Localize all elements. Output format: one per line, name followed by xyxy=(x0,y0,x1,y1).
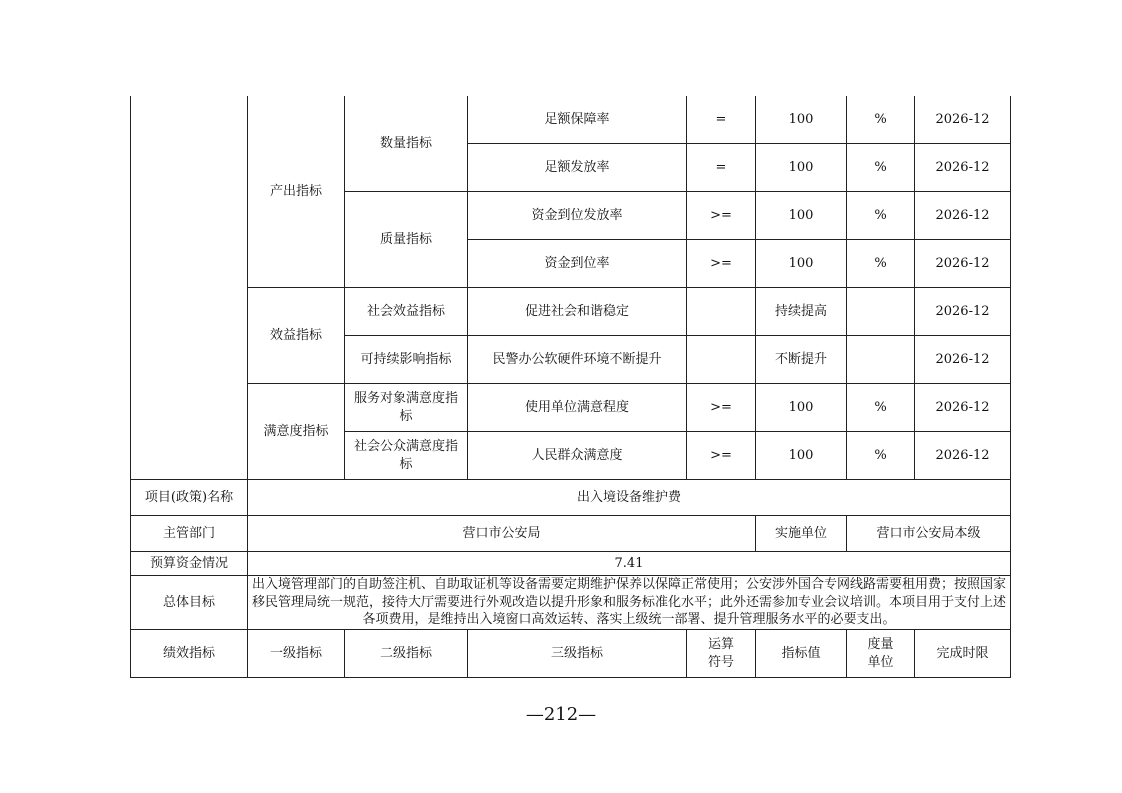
satisfaction-indicator-cell: 满意度指标 xyxy=(248,384,345,480)
level3-cell: 人民群众满意度 xyxy=(468,432,687,480)
indicator-row xyxy=(131,384,1011,432)
unit-cell: % xyxy=(847,144,915,192)
budget-label: 预算资金情况 xyxy=(131,552,248,576)
page-number: —212— xyxy=(525,704,597,725)
unit-cell: % xyxy=(847,192,915,240)
unit-cell xyxy=(847,288,915,336)
public-satisfaction-cell: 社会公众满意度指标 xyxy=(345,432,468,480)
implementer-label: 实施单位 xyxy=(756,516,847,552)
header-level1: 一级指标 xyxy=(248,630,345,678)
deadline-cell: 2026-12 xyxy=(915,432,1011,480)
department-label: 主管部门 xyxy=(131,516,248,552)
indicator-row xyxy=(131,288,1011,336)
value-cell: 不断提升 xyxy=(756,336,847,384)
unit-cell: % xyxy=(847,240,915,288)
header-row xyxy=(131,630,1011,678)
value-cell: 100 xyxy=(756,240,847,288)
level3-cell: 资金到位发放率 xyxy=(468,192,687,240)
header-level3: 三级指标 xyxy=(468,630,687,678)
value-cell: 100 xyxy=(756,144,847,192)
sustainable-impact-cell: 可持续影响指标 xyxy=(345,336,468,384)
goal-row xyxy=(131,576,1011,630)
operator-cell xyxy=(687,288,756,336)
perf-indicator-blank-cell xyxy=(131,96,248,480)
level3-cell: 使用单位满意程度 xyxy=(468,384,687,432)
level3-cell: 资金到位率 xyxy=(468,240,687,288)
budget-value: 7.41 xyxy=(248,552,1011,576)
deadline-cell: 2026-12 xyxy=(915,384,1011,432)
header-unit xyxy=(847,630,915,678)
project-name-value: 出入境设备维护费 xyxy=(248,480,1011,516)
deadline-cell: 2026-12 xyxy=(915,192,1011,240)
output-indicator-cell: 产出指标 xyxy=(248,96,345,288)
quantity-indicator-cell: 数量指标 xyxy=(345,96,468,192)
deadline-cell: 2026-12 xyxy=(915,144,1011,192)
quality-indicator-cell: 质量指标 xyxy=(345,192,468,288)
department-row xyxy=(131,516,1011,552)
project-name-label: 项目(政策)名称 xyxy=(131,480,248,516)
service-satisfaction-cell: 服务对象满意度指标 xyxy=(345,384,468,432)
benefit-indicator-cell: 效益指标 xyxy=(248,288,345,384)
goal-label: 总体目标 xyxy=(131,576,248,630)
operator-cell: = xyxy=(687,96,756,144)
operator-cell xyxy=(687,336,756,384)
level3-cell: 民警办公软硬件环境不断提升 xyxy=(468,336,687,384)
unit-cell: % xyxy=(847,432,915,480)
unit-cell: % xyxy=(847,96,915,144)
value-cell: 持续提高 xyxy=(756,288,847,336)
operator-cell: = xyxy=(687,144,756,192)
header-operator xyxy=(687,630,756,678)
header-perf: 绩效指标 xyxy=(131,630,248,678)
value-cell: 100 xyxy=(756,96,847,144)
deadline-cell: 2026-12 xyxy=(915,336,1011,384)
deadline-cell: 2026-12 xyxy=(915,96,1011,144)
header-value: 指标值 xyxy=(756,630,847,678)
value-cell: 100 xyxy=(756,432,847,480)
level3-cell: 促进社会和谐稳定 xyxy=(468,288,687,336)
header-unit-line2: 单位 xyxy=(867,654,894,670)
operator-cell: >= xyxy=(687,384,756,432)
operator-cell: >= xyxy=(687,240,756,288)
social-benefit-cell: 社会效益指标 xyxy=(345,288,468,336)
header-level2: 二级指标 xyxy=(345,630,468,678)
project-name-row xyxy=(131,480,1011,516)
header-operator-line1: 运算 xyxy=(707,636,734,652)
deadline-cell: 2026-12 xyxy=(915,288,1011,336)
header-operator-line2: 符号 xyxy=(707,654,734,670)
value-cell: 100 xyxy=(756,384,847,432)
department-value: 营口市公安局 xyxy=(248,516,756,552)
deadline-cell: 2026-12 xyxy=(915,240,1011,288)
level3-cell: 足额保障率 xyxy=(468,96,687,144)
budget-row xyxy=(131,552,1011,576)
operator-cell: >= xyxy=(687,432,756,480)
operator-cell: >= xyxy=(687,192,756,240)
header-unit-line1: 度量 xyxy=(867,636,894,652)
value-cell: 100 xyxy=(756,192,847,240)
indicator-row xyxy=(131,96,1011,144)
implementer-value: 营口市公安局本级 xyxy=(847,516,1011,552)
level3-cell: 足额发放率 xyxy=(468,144,687,192)
unit-cell xyxy=(847,336,915,384)
goal-text: 出入境管理部门的自助签注机、自助取证机等设备需要定期维护保养以保障正常使用；公安涉外国合专网线路需要租用费；按照国家移民管理局统一规范，接待大厅需要进行外观改造以提升形象和服务标准化水平；此外还需参加专业会议培训。本项目用于支付上述各项费用，是维持出入境窗口高效运转、落实上级统一部署、提升管理服务水平的必要支出。 xyxy=(248,576,1011,630)
unit-cell: % xyxy=(847,384,915,432)
performance-table xyxy=(130,96,1011,678)
header-deadline: 完成时限 xyxy=(915,630,1011,678)
